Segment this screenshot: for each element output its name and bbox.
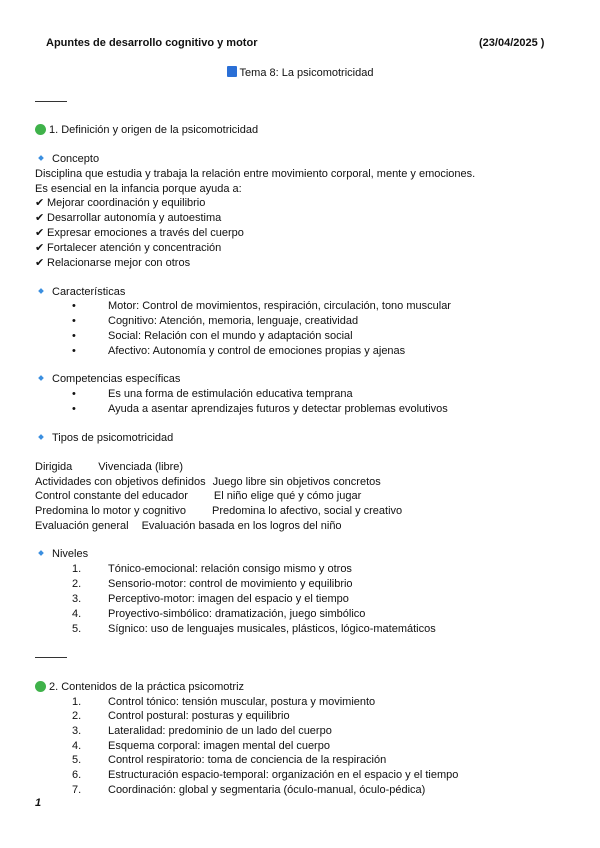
blue-diamond-icon	[38, 155, 44, 161]
check-item: ✔ Desarrollar autonomía y autoestima	[35, 212, 222, 224]
table-row: Control constante del educador El niño elige qué y cómo jugar	[35, 490, 362, 502]
table-row: Predomina lo motor y cognitivo Predomina lo afectivo, social y creativo	[35, 505, 403, 517]
list-item: Control postural: posturas y equilibrio	[108, 710, 290, 722]
numbered-marker: 2.	[72, 710, 82, 722]
list-item: Control tónico: tensión muscular, postura y movimiento	[108, 696, 376, 708]
bullet-icon: •	[72, 330, 76, 342]
page-number: 1	[35, 797, 42, 809]
list-item: Proyectivo-simbólico: dramatización, juego simbólico	[108, 608, 366, 620]
checkmark-icon: ✔	[35, 212, 45, 224]
list-item: Esquema corporal: imagen mental del cuerpo	[108, 740, 330, 752]
table-row: Actividades con objetivos definidos Juego libre sin objetivos concretos	[35, 476, 381, 488]
check-item: ✔ Mejorar coordinación y equilibrio	[35, 197, 206, 209]
competencias-label: Competencias específicas	[35, 373, 180, 386]
list-item: Ayuda a asentar aprendizajes futuros y detectar problemas evolutivos	[108, 403, 448, 415]
caracteristicas-label: Características	[35, 286, 125, 299]
list-item: Control respiratorio: toma de conciencia de la respiración	[108, 754, 387, 766]
check-item: ✔ Fortalecer atención y concentración	[35, 242, 222, 254]
blue-diamond-icon	[38, 375, 44, 381]
divider	[35, 101, 67, 102]
blue-diamond-icon	[38, 434, 44, 440]
blue-diamond-icon	[38, 550, 44, 556]
numbered-marker: 1.	[72, 696, 82, 708]
list-item: Cognitivo: Atención, memoria, lenguaje, creatividad	[108, 315, 359, 327]
list-item: Social: Relación con el mundo y adaptación social	[108, 330, 353, 342]
table-row: Dirigida Vivenciada (libre)	[35, 461, 184, 473]
green-circle-icon	[35, 681, 46, 692]
numbered-marker: 5.	[72, 754, 82, 766]
list-item: Es una forma de estimulación educativa temprana	[108, 388, 353, 400]
bullet-icon: •	[72, 345, 76, 357]
section-2-heading: 2. Contenidos de la práctica psicomotriz	[35, 681, 244, 694]
numbered-marker: 1.	[72, 563, 82, 575]
niveles-label: Niveles	[35, 548, 88, 561]
checkmark-icon: ✔	[35, 227, 45, 239]
list-item: Afectivo: Autonomía y control de emociones propias y ajenas	[108, 345, 406, 357]
concepto-text: Disciplina que estudia y trabaja la relación entre movimiento corporal, mente y emociones.	[35, 168, 476, 180]
numbered-marker: 6.	[72, 769, 82, 781]
concepto-text: Es esencial en la infancia porque ayuda a:	[35, 183, 242, 195]
tipos-label: Tipos de psicomotricidad	[35, 432, 173, 445]
bullet-icon: •	[72, 388, 76, 400]
bullet-icon: •	[72, 300, 76, 312]
section-1-heading: 1. Definición y origen de la psicomotricidad	[35, 124, 258, 137]
numbered-marker: 2.	[72, 578, 82, 590]
green-circle-icon	[35, 124, 46, 135]
bullet-icon: •	[72, 315, 76, 327]
checkmark-icon: ✔	[35, 242, 45, 254]
table-row: Evaluación general Evaluación basada en los logros del niño	[35, 520, 342, 532]
list-item: Sensorio-motor: control de movimiento y equilibrio	[108, 578, 353, 590]
numbered-marker: 4.	[72, 608, 82, 620]
document-date: (23/04/2025 )	[479, 37, 545, 49]
check-item: ✔ Relacionarse mejor con otros	[35, 257, 191, 269]
list-item: Sígnico: uso de lenguajes musicales, plásticos, lógico-matemáticos	[108, 623, 436, 635]
check-item: ✔ Expresar emociones a través del cuerpo	[35, 227, 244, 239]
list-item: Lateralidad: predominio de un lado del cuerpo	[108, 725, 332, 737]
blue-diamond-icon	[38, 288, 44, 294]
bullet-icon: •	[72, 403, 76, 415]
book-icon	[227, 66, 237, 77]
numbered-marker: 4.	[72, 740, 82, 752]
list-item: Coordinación: global y segmentaria (óculo-manual, óculo-pédica)	[108, 784, 426, 796]
numbered-marker: 3.	[72, 593, 82, 605]
checkmark-icon: ✔	[35, 197, 45, 209]
concepto-label: Concepto	[35, 153, 99, 166]
numbered-marker: 3.	[72, 725, 82, 737]
list-item: Estructuración espacio-temporal: organización en el espacio y el tiempo	[108, 769, 459, 781]
list-item: Motor: Control de movimientos, respiración, circulación, tono muscular	[108, 300, 451, 312]
numbered-marker: 5.	[72, 623, 82, 635]
divider	[35, 657, 67, 658]
list-item: Perceptivo-motor: imagen del espacio y el tiempo	[108, 593, 349, 605]
topic-title-text: Tema 8: La psicomotricidad	[239, 67, 374, 79]
document-title: Apuntes de desarrollo cognitivo y motor	[46, 37, 258, 49]
topic-title	[0, 66, 600, 79]
checkmark-icon: ✔	[35, 257, 45, 269]
list-item: Tónico-emocional: relación consigo mismo y otros	[108, 563, 352, 575]
numbered-marker: 7.	[72, 784, 82, 796]
